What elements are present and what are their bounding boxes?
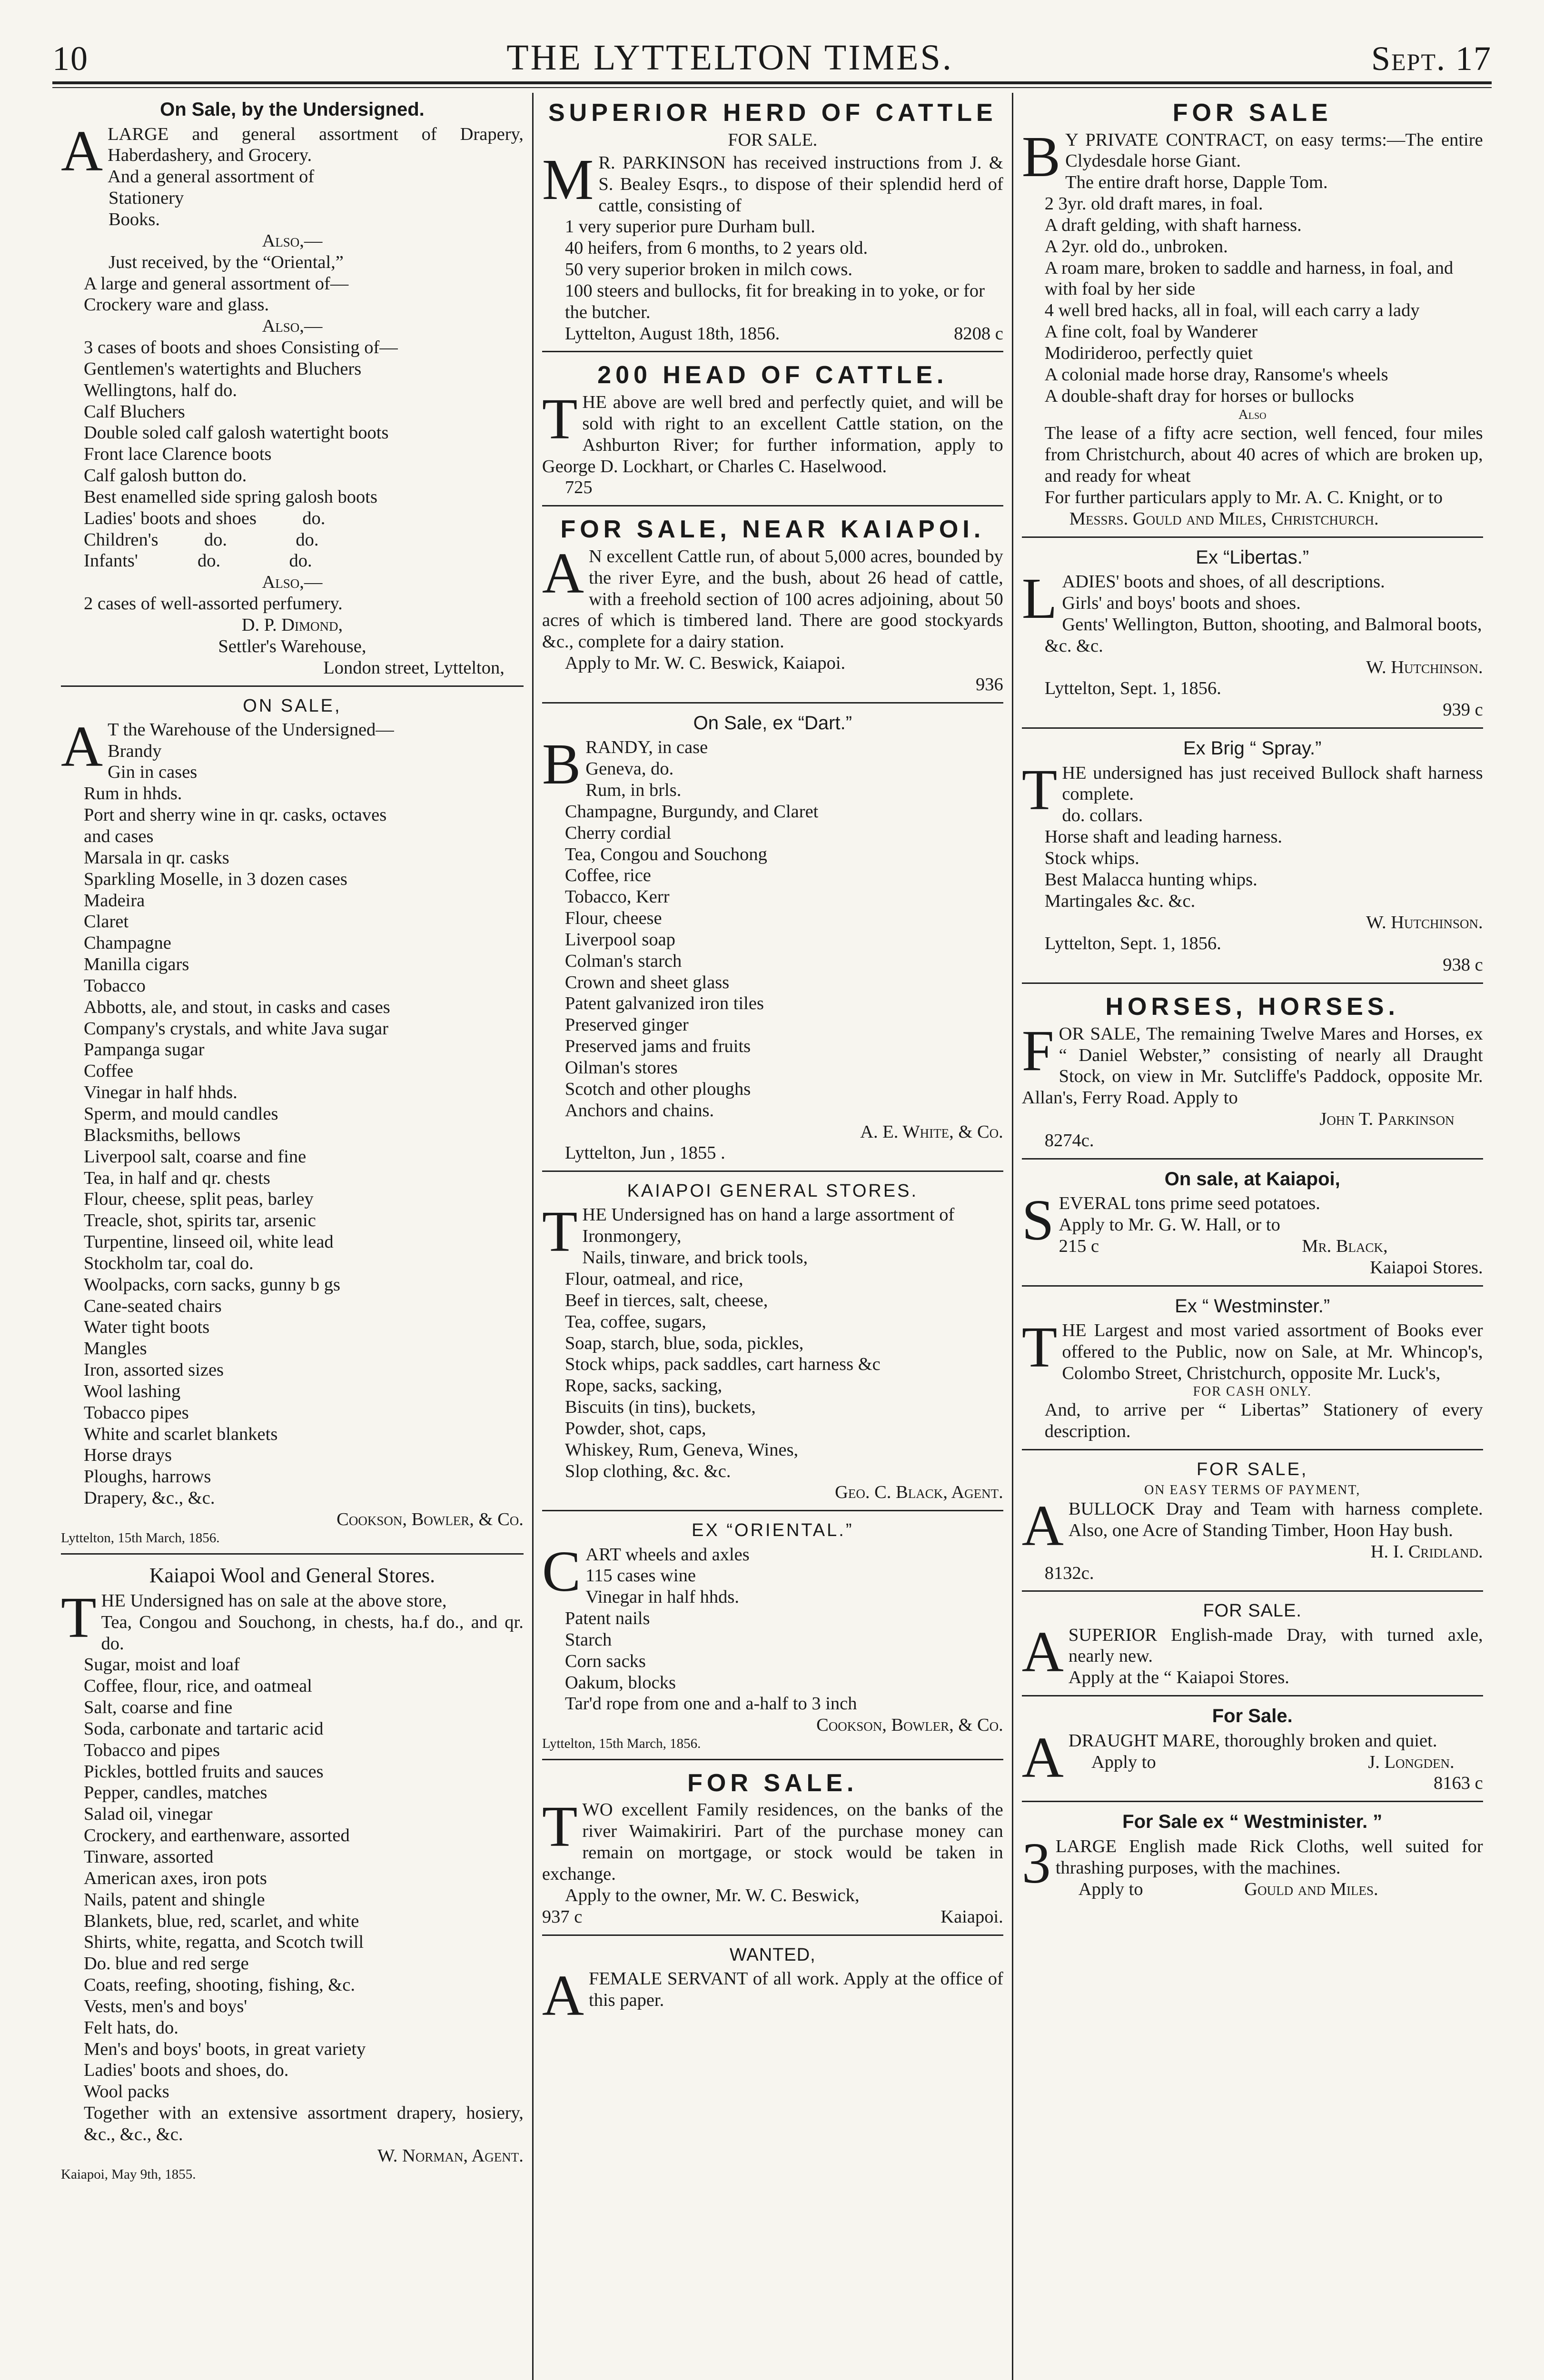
list-item: Liverpool soap	[564, 929, 675, 950]
ad-line: And, to arrive per “ Libertas” Stationery of every description.	[1044, 1400, 1483, 1442]
item-list	[1022, 593, 1483, 657]
list-item: Flour, oatmeal, and rice,	[564, 1269, 743, 1289]
list-item: Sugar, moist and loaf	[84, 1655, 240, 1675]
list-item: Rope, sacks, sacking,	[564, 1376, 723, 1396]
column-3	[1012, 93, 1492, 2380]
list-item: Gents' Wellington, Button, shooting, and Balmoral boots, &c. &c.	[1044, 614, 1482, 656]
list-item: Geneva, do.	[585, 759, 674, 779]
ad-heading: On sale, at Kaiapoi,	[1164, 1168, 1340, 1190]
columns	[52, 93, 1492, 2380]
list-item: Tobacco, Kerr	[564, 887, 670, 907]
ad-line: And a general assortment of	[108, 167, 315, 187]
ad-ex-oriental	[542, 1514, 1003, 1760]
list-item: Ploughs, harrows	[84, 1467, 211, 1487]
ad-intro: THE Undersigned has on hand a large assortment of	[542, 1200, 955, 1264]
ad-heading: Kaiapoi Wool and General Stores.	[149, 1563, 435, 1587]
item-list	[542, 758, 1003, 1121]
ad-cookson-warehouse	[61, 690, 524, 1555]
ad-agent: Mr. Black,	[1302, 1236, 1388, 1256]
list-item: 1 very superior pure Durham bull.	[564, 217, 815, 237]
list-item: Flour, cheese	[564, 908, 662, 929]
item-list	[61, 741, 524, 1509]
list-item: Gin in cases	[108, 762, 198, 783]
list-item: American axes, iron pots	[84, 1868, 267, 1888]
ad-footer	[1059, 1236, 1483, 1257]
ad-signature: W. Norman, Agent.	[377, 2145, 524, 2166]
ad-heading: WANTED,	[729, 1944, 816, 1965]
column-2	[532, 93, 1012, 2380]
ad-ref: 937 c	[542, 1906, 583, 1927]
list-item: 4 well bred hacks, all in foal, will each carry a lady	[1044, 300, 1420, 321]
ad-intro: CART wheels and axles	[542, 1539, 750, 1604]
ad-heading: For Sale ex “ Westminister. ”	[1122, 1811, 1383, 1833]
list-item: Stockholm tar, coal do.	[84, 1253, 254, 1273]
list-item: Vinegar in half hhds.	[84, 1082, 238, 1103]
ad-body: TWO excellent Family residences, on the banks of the river Waimakiriri. Part of the purchase money can remain on mortgage, or stock would be taken in exchange.	[542, 1795, 1003, 1884]
list-item: Oakum, blocks	[564, 1672, 676, 1693]
list-item: Mangles	[84, 1339, 147, 1359]
ad-line: 3 cases of boots and shoes Consisting of—	[84, 337, 398, 358]
list-item: Oilman's stores	[564, 1057, 678, 1078]
list-item: Slop clothing, &c. &c.	[564, 1461, 731, 1481]
list-item: Ladies' boots and shoes, do.	[84, 2060, 289, 2081]
list-item: Shirts, white, regatta, and Scotch twill	[84, 1932, 364, 1953]
list-item: Coffee, flour, rice, and oatmeal	[84, 1676, 312, 1696]
ad-date: Lyttelton, Sept. 1, 1856.	[1044, 933, 1221, 954]
list-item: 115 cases wine	[585, 1566, 696, 1586]
ad-intro: THE undersigned has just received Bullock shaft harness complete.	[1021, 757, 1483, 822]
list-item: Tea, coffee, sugars,	[564, 1311, 706, 1332]
ad-intro: ALARGE and general assortment of Drapery, Haberdashery, and Grocery.	[61, 119, 524, 183]
list-item: Girls' and boys' boots and shoes.	[1062, 593, 1301, 613]
list-item: Coffee	[84, 1061, 134, 1081]
masthead-rule-thin	[52, 87, 1492, 88]
ad-heading: FOR SALE.	[1203, 1601, 1302, 1621]
list-item: Corn sacks	[564, 1651, 646, 1671]
ad-cash-only: FOR CASH ONLY.	[1193, 1384, 1312, 1399]
list-item: do. collars.	[1062, 805, 1143, 826]
ad-line: Infants' do. do.	[84, 551, 312, 571]
ad-apply: Apply to Mr. G. W. Hall, or to	[1059, 1215, 1280, 1235]
item-list	[542, 1565, 1003, 1715]
ad-apply: Apply to Mr. W. C. Beswick, Kaiapoi.	[564, 653, 846, 674]
list-item: Powder, shot, caps,	[564, 1418, 706, 1438]
ad-agents: Messrs. Gould and Miles, Christchurch.	[1069, 508, 1379, 529]
ad-sale-kaiapoi	[1022, 1162, 1483, 1287]
list-item: Water tight boots	[84, 1317, 210, 1338]
list-item: Patent galvanized iron tiles	[564, 993, 764, 1014]
ad-200-head-cattle	[542, 355, 1003, 506]
list-item: Tobacco and pipes	[84, 1740, 220, 1760]
ad-heading: Ex Brig “ Spray.”	[1183, 738, 1322, 759]
ad-line: Double soled calf galosh watertight boots	[84, 423, 389, 443]
ad-line: 2 cases of well-assorted perfumery.	[84, 594, 343, 614]
ad-body: ADRAUGHT MARE, thoroughly broken and quiet.	[1021, 1725, 1437, 1790]
list-item: 100 steers and bullocks, fit for breaking in to yoke, or for the butcher.	[564, 280, 985, 322]
ad-kaiapoi-wool-stores	[61, 1557, 524, 2190]
ad-clydesdale-horse	[1022, 93, 1483, 538]
issue-date: Sept. 17	[1371, 40, 1492, 78]
item-list	[61, 1654, 524, 2102]
list-item: Tea, Congou and Souchong	[564, 844, 767, 864]
list-item: Crown and sheet glass	[564, 972, 730, 992]
ad-also: Also,—	[262, 316, 323, 337]
ad-line: Wellingtons, half do.	[84, 380, 237, 400]
ad-rick-cloths	[1022, 1805, 1483, 1906]
ad-date: Lyttelton, 15th March, 1856.	[542, 1736, 701, 1752]
ad-signature: Cookson, Bowler, & Co.	[816, 1715, 1003, 1735]
list-item: Colman's starch	[564, 951, 682, 971]
ad-line: Tea, Congou and Souchong, in chests, ha.f do., and qr. do.	[101, 1612, 524, 1654]
list-item: Tea, in half and qr. chests	[84, 1168, 270, 1188]
ad-family-residences	[542, 1763, 1003, 1936]
list-item: White and scarlet blankets	[84, 1424, 278, 1444]
ad-ref: 939 c	[1443, 700, 1483, 720]
list-item: Starch	[564, 1629, 612, 1650]
ad-wanted	[542, 1939, 1003, 2028]
ad-heading: KAIAPOI GENERAL STORES.	[627, 1181, 919, 1201]
list-item: Soap, starch, blue, soda, pickles,	[564, 1333, 804, 1353]
list-item: Iron, assorted sizes	[84, 1360, 224, 1380]
list-item: Tobacco	[84, 975, 146, 996]
list-item: Tobacco pipes	[84, 1402, 189, 1423]
list-item: Tinware, assorted	[84, 1847, 214, 1867]
list-item: and cases	[84, 826, 154, 847]
list-item: Scotch and other ploughs	[564, 1079, 751, 1099]
ad-date: Kaiapoi, May 9th, 1855.	[61, 2166, 196, 2182]
ad-line: Just received, by the “Oriental,”	[109, 252, 344, 272]
list-item: Rum, in brls.	[585, 780, 682, 800]
ad-line: Ladies' boots and shoes do.	[84, 508, 326, 528]
ad-ex-libertas	[1022, 541, 1483, 729]
list-item: 40 heifers, from 6 months, to 2 years old.	[564, 238, 868, 258]
list-item: Pepper, candles, matches	[84, 1783, 267, 1803]
ad-body: MR. PARKINSON has received instructions from J. & S. Bealey Esqrs., to dispose of their splendid herd of cattle, consisting of	[542, 147, 1003, 216]
ad-subheading: FOR SALE.	[728, 129, 818, 150]
ad-intro: SEVERAL tons prime seed potatoes.	[1021, 1188, 1320, 1253]
list-item: Salt, coarse and fine	[84, 1697, 233, 1718]
list-item: A 2yr. old do., unbroken.	[1044, 236, 1228, 257]
list-item: The entire draft horse, Dapple Tom.	[1065, 172, 1328, 193]
ad-intro: LADIES' boots and shoes, of all descriptions.	[1021, 566, 1385, 631]
ad-line: Children's do. do.	[84, 529, 319, 550]
ad-body: ASUPERIOR English-made Dray, with turned axle, nearly new.	[1021, 1619, 1483, 1684]
list-item: A fine colt, foal by Wanderer	[1044, 322, 1258, 342]
item-list	[1022, 172, 1483, 407]
list-item: Salad oil, vinegar	[84, 1804, 213, 1825]
ad-body: THE above are well bred and perfectly quiet, and will be sold with right to an excellent Cattle station, on the Ashburton River; for further information, apply to George D. Lockhart, or Charles C. Haselwood.	[542, 387, 1003, 476]
list-item: Drapery, &c., &c.	[84, 1488, 215, 1508]
ad-body: THE Largest and most varied assortment of Books ever offered to the Public, now on Sale, at Mr. Whincop's, Colombo Street, Christchurch, opposite Mr. Luck's,	[1021, 1315, 1483, 1383]
ad-line: Stationery	[109, 188, 184, 208]
ad-line: A large and general assortment of—	[84, 273, 349, 294]
ad-signature: W. Hutchinson.	[1366, 912, 1483, 932]
list-item: Blankets, blue, red, scarlet, and white	[84, 1911, 359, 1931]
ad-intro: AT the Warehouse of the Undersigned—	[61, 714, 394, 779]
ad-ref: 725	[564, 477, 593, 498]
ad-heading: FOR SALE	[1172, 99, 1332, 127]
list-item: Company's crystals, and white Java sugar	[84, 1018, 388, 1039]
list-item: Do. blue and red serge	[84, 1954, 249, 1974]
ad-ref: 938 c	[1443, 955, 1483, 975]
list-item: Wool packs	[84, 2082, 169, 2102]
list-item: Nails, tinware, and brick tools,	[582, 1248, 808, 1268]
ad-line: Crockery ware and glass.	[84, 295, 269, 315]
ad-signature-line: London street, Lyttelton,	[323, 657, 505, 678]
list-item: Stock whips.	[1044, 848, 1139, 869]
ad-ref: 8132c.	[1044, 1563, 1094, 1583]
list-item: Turpentine, linseed oil, white lead	[84, 1232, 334, 1252]
list-item: Soda, carbonate and tartaric acid	[84, 1718, 324, 1739]
list-item: 50 very superior broken in milch cows.	[564, 259, 852, 280]
ad-heading: ON SALE,	[243, 695, 342, 716]
ad-heading: SUPERIOR HERD OF CATTLE	[548, 99, 997, 127]
ad-signature: Cookson, Bowler, & Co.	[337, 1509, 524, 1530]
ad-body: ABULLOCK Dray and Team with harness complete. Also, one Acre of Standing Timber, Hoon Hay bush.	[1021, 1493, 1483, 1558]
ad-date: Lyttelton, Sept. 1, 1856.	[1044, 678, 1221, 699]
list-item: Pickles, bottled fruits and sauces	[84, 1761, 324, 1782]
ad-signature: A. E. White, & Co.	[860, 1121, 1003, 1142]
ad-bullock-dray	[1022, 1453, 1483, 1592]
ad-footer	[542, 1906, 1003, 1928]
list-item: Tar'd rope from one and a-half to 3 inch	[564, 1694, 857, 1714]
ad-horses	[1022, 987, 1483, 1160]
list-item: A colonial made horse dray, Ransome's wheels	[1044, 364, 1388, 385]
ad-place: Kaiapoi.	[940, 1906, 1003, 1927]
ad-signature-line: Settler's Warehouse,	[218, 636, 366, 656]
newspaper-title: THE LYTTELTON TIMES.	[506, 38, 953, 78]
list-item: Pampanga sugar	[84, 1040, 205, 1060]
ad-also: Also,—	[262, 572, 323, 593]
list-item: Men's and boys' boots, in great variety	[84, 2039, 366, 2059]
list-item: Wool lashing	[84, 1381, 181, 1401]
list-item: Port and sherry wine in qr. casks, octaves	[84, 805, 387, 825]
ad-apply: Apply at the “ Kaiapoi Stores.	[1068, 1667, 1289, 1688]
list-item: A draft gelding, with shaft harness.	[1044, 215, 1302, 235]
ad-kaiapoi-general-stores	[542, 1175, 1003, 1511]
list-item: Sparkling Moselle, in 3 dozen cases	[84, 869, 347, 889]
list-item: Vinegar in half hhds.	[585, 1587, 739, 1607]
ad-signature: W. Hutchinson.	[1366, 657, 1483, 677]
list-item: Cane-seated chairs	[84, 1296, 222, 1316]
item-list	[1022, 805, 1483, 912]
ad-intro: THE Undersigned has on sale at the above store,	[61, 1585, 447, 1650]
list-item: Woolpacks, corn sacks, gunny b gs	[84, 1274, 341, 1295]
ad-heading: Ex “Libertas.”	[1196, 546, 1309, 568]
ad-place: Kaiapoi Stores.	[1370, 1257, 1483, 1278]
ad-signature: H. I. Cridland.	[1370, 1541, 1483, 1562]
ad-superior-herd	[542, 93, 1003, 352]
item-list	[542, 1226, 1003, 1482]
ad-line: Books.	[109, 209, 160, 229]
list-item: Champagne	[84, 933, 171, 953]
list-item: Claret	[84, 912, 129, 932]
ad-body: 3LARGE English made Rick Cloths, well suited for thrashing purposes, with the machines.	[1021, 1831, 1483, 1895]
list-item: Modirideroo, perfectly quiet	[1044, 343, 1253, 364]
list-item: 2 3yr. old draft mares, in foal.	[1044, 194, 1263, 214]
ad-ref: 8208 c	[954, 323, 1003, 344]
ad-heading: On Sale, ex “Dart.”	[693, 712, 852, 734]
ad-heading: 200 HEAD OF CATTLE.	[597, 361, 948, 389]
ad-ex-westminster-books	[1022, 1289, 1483, 1450]
list-item: Biscuits (in tins), buckets,	[564, 1397, 756, 1418]
list-item: Sperm, and mould candles	[84, 1103, 278, 1124]
ad-ex-dart	[542, 706, 1003, 1172]
ad-line: Calf galosh button do.	[84, 466, 247, 486]
list-item: Champagne, Burgundy, and Claret	[564, 801, 819, 822]
list-item: Coats, reefing, shooting, fishing, &c.	[84, 1975, 355, 1995]
ad-heading: FOR SALE, NEAR KAIAPOI.	[560, 516, 985, 544]
ad-apply: Apply to	[1091, 1752, 1156, 1772]
ad-intro: BY PRIVATE CONTRACT, on easy terms:—The entire Clydesdale horse Giant.	[1021, 124, 1483, 189]
list-item: Cherry cordial	[564, 823, 672, 843]
ad-heading: FOR SALE,	[1196, 1459, 1308, 1480]
list-item: Patent nails	[564, 1608, 650, 1629]
ad-date: Lyttelton, Jun , 1855 .	[564, 1143, 725, 1163]
ad-body: FOR SALE, The remaining Twelve Mares and Horses, ex “ Daniel Webster,” consisting of nearly all Draught Stock, on view in Mr. Sutcliffe's Paddock, opposite Mr. Allan's, Ferry Road. Apply to	[1021, 1018, 1483, 1108]
ad-ref: 8163 c	[1433, 1773, 1483, 1794]
list-item: Horse drays	[84, 1445, 172, 1466]
ad-line: Best enamelled side spring galosh boots	[84, 486, 377, 507]
list-item: Preserved ginger	[564, 1015, 689, 1035]
list-item: Blacksmiths, bellows	[84, 1125, 241, 1145]
ad-heading: For Sale.	[1212, 1706, 1293, 1727]
ad-footer	[542, 323, 1003, 345]
list-item: Martingales &c. &c.	[1044, 891, 1196, 911]
list-item: Beef in tierces, salt, cheese,	[564, 1290, 768, 1310]
ad-date: Lyttelton, August 18th, 1856.	[564, 323, 780, 344]
ad-near-kaiapoi	[542, 509, 1003, 703]
ad-ref: 936	[976, 674, 1003, 694]
ad-heading: EX “ORIENTAL.”	[692, 1520, 854, 1541]
list-item: A double-shaft dray for horses or bullocks	[1044, 386, 1354, 406]
ad-signature: D. P. Dimond,	[241, 615, 343, 635]
ad-line: Calf Bluchers	[84, 401, 185, 422]
ad-body: AN excellent Cattle run, of about 5,000 acres, bounded by the river Eyre, and the bush, about 26 head of cattle, with a freehold section of 100 acres adjoining, about 50 acres of which is timbered land. There are good stockyards &c., complete for a dairy station.	[542, 541, 1003, 652]
ad-body: AFEMALE SERVANT of all work. Apply at the office of this paper.	[542, 1963, 1003, 2028]
list-item: Whiskey, Rum, Geneva, Wines,	[564, 1439, 799, 1460]
ad-line: Together with an extensive assortment drapery, hosiery, &c., &c., &c.	[84, 2103, 524, 2144]
list-item: Anchors and chains.	[564, 1100, 714, 1121]
list-item: Flour, cheese, split peas, barley	[84, 1189, 314, 1210]
ad-ref: 8274c.	[1044, 1130, 1094, 1150]
ad-heading: HORSES, HORSES.	[1105, 993, 1399, 1021]
list-item: Stock whips, pack saddles, cart harness &c	[564, 1354, 881, 1375]
list-item: Nails, patent and shingle	[84, 1889, 265, 1910]
list-item: Liverpool salt, coarse and fine	[84, 1146, 307, 1167]
ad-signature: J. Longden.	[1368, 1752, 1455, 1772]
ad-english-dray	[1022, 1595, 1483, 1696]
list-item: Best Malacca hunting whips.	[1044, 869, 1257, 890]
ad-terms: ON EASY TERMS OF PAYMENT,	[1144, 1483, 1361, 1498]
ad-dimond-general-assortment	[61, 93, 524, 687]
ad-ex-brig-spray	[1022, 732, 1483, 984]
list-item: Horse shaft and leading harness.	[1044, 827, 1283, 847]
item-list	[542, 216, 1003, 323]
list-item: Rum in hhds.	[84, 783, 182, 804]
ad-date: Lyttelton, 15th March, 1856.	[61, 1530, 220, 1546]
ad-footer	[1056, 1879, 1483, 1900]
column-1	[52, 93, 532, 2380]
list-item: Felt hats, do.	[84, 2017, 178, 2038]
list-item: Vests, men's and boys'	[84, 1996, 247, 2016]
ad-apply: Apply to	[1078, 1879, 1143, 1899]
list-item: Madeira	[84, 890, 145, 911]
list-item: Preserved jams and fruits	[564, 1036, 751, 1057]
ad-apply: For further particulars apply to Mr. A. C. Knight, or to	[1044, 487, 1443, 507]
ad-signature: Geo. C. Black, Agent.	[835, 1482, 1003, 1503]
ad-line: Front lace Clarence boots	[84, 444, 272, 465]
masthead	[52, 29, 1492, 79]
ad-heading: FOR SALE.	[687, 1769, 858, 1797]
ad-also: Also,—	[262, 230, 323, 251]
ad-footer	[1069, 1752, 1483, 1773]
list-item: A roam mare, broken to saddle and harness, in foal, and with foal by her side	[1044, 258, 1454, 299]
list-item: Marsala in qr. casks	[84, 847, 229, 868]
ad-agents: Gould and Miles.	[1244, 1879, 1378, 1899]
ad-line: The lease of a fifty acre section, well fenced, four miles from Christchurch, about 40 acres of which are broken up, and ready for wheat	[1044, 423, 1483, 486]
list-item: Crockery, and earthenware, assorted	[84, 1825, 350, 1846]
ad-also: Also	[1238, 407, 1267, 422]
list-item: Brandy	[108, 741, 162, 761]
list-item: Coffee, rice	[564, 865, 651, 886]
list-item: Abbotts, ale, and stout, in casks and cases	[84, 997, 390, 1017]
page-number: 10	[52, 40, 89, 78]
ad-line: Gentlemen's watertights and Bluchers	[84, 358, 362, 379]
list-item: Manilla cigars	[84, 954, 189, 975]
ad-ref: 215 c	[1059, 1236, 1099, 1256]
ad-apply: Apply to the owner, Mr. W. C. Beswick,	[564, 1885, 860, 1905]
ad-heading: Ex “ Westminster.”	[1175, 1295, 1330, 1317]
list-item: Ironmongery,	[582, 1226, 682, 1247]
ad-intro: BRANDY, in case	[542, 732, 708, 797]
list-item: Treacle, shot, spirits tar, arsenic	[84, 1210, 316, 1231]
ad-signature: John T. Parkinson	[1319, 1109, 1455, 1130]
masthead-rule	[52, 81, 1492, 84]
ad-heading: On Sale, by the Undersigned.	[160, 99, 425, 120]
ad-draught-mare	[1022, 1699, 1483, 1802]
